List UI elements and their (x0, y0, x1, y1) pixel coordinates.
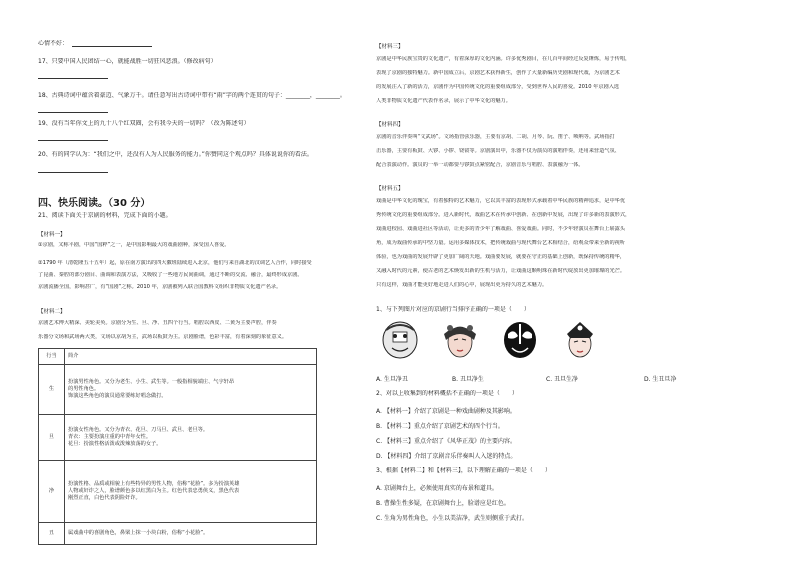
q2-option-b[interactable]: B. 【材料二】重点介绍了京剧艺术的四个行当。 (376, 423, 504, 430)
table-row (39, 523, 317, 545)
q3-option-a[interactable]: A. 京剧舞台上，必须使用真实的布景和道具。 (376, 485, 498, 492)
q1-option-c[interactable]: C. 丑旦生净 (546, 376, 579, 383)
question-18: 18、古典诗词中蕴含着豪迈、气象万千。请任意写出古诗词中带有“雨”字的两个连贯的句子：________，________。 (38, 92, 346, 99)
material-4-line: 配合表演动作。演员的一举一动都要与锣鼓点紧密配合，京剧音乐与唱腔、表演融为一体。 (376, 162, 584, 168)
material-4-line: 京剧的音乐伴奏叫“文武场”。文场指管弦乐器，主要有京胡、二胡、月琴、阮、笛子、唢呐等。武场指打 (376, 134, 615, 140)
material-5-line: 秀传统文化的重要组成部分。进入新时代，戏曲艺术在传承中创新、在创新中发展，出现了许多新的表演形式， (376, 212, 631, 218)
q1-option-a[interactable]: A. 生旦净丑 (376, 376, 408, 383)
q3-option-c[interactable]: C. 生角为男性角色，小生以美洁净，武生则侧重于武打。 (376, 515, 529, 522)
q2-option-a[interactable]: A. 【材料一】介绍了京剧是一种戏曲剧种及其影响。 (376, 408, 516, 415)
table-row (39, 365, 317, 415)
material-5-line: 戏曲进校园、戏曲进社区等活动，让更多的青少年了解戏曲、喜爱戏曲。同时，不少年轻演员在舞台上崭露头 (376, 226, 626, 232)
q2-option-c[interactable]: C. 【材料三】重点介绍了《风华正茂》的主要内容。 (376, 438, 517, 445)
dan-female-role-icon (440, 320, 480, 360)
table-header-row (39, 349, 317, 365)
material-3-tag: 【材料三】 (376, 44, 404, 50)
material-3-line: 表现了京剧的独特魅力。新中国成立后，京剧艺术获得新生，创作了大量新编历史剧和现代戏，为京剧艺术 (376, 70, 620, 76)
material-1-line: 京剧流播全国，影响甚广，有“国剧”之称。2010 年，京剧被列入联合国教科文组织非物质文化遗产名录。 (38, 284, 282, 290)
role-desc (65, 461, 317, 523)
material-4-line: 击乐器，主要有板鼓、大锣、小锣、铙钹等。京剧演出中，乐器不仅为演员的演唱伴奏，还用来营造气氛、 (376, 148, 620, 154)
table-row (39, 461, 317, 523)
table-row (39, 415, 317, 461)
role-name: 净 (39, 461, 65, 523)
role-name: 丑 (39, 523, 65, 545)
q3-option-b[interactable]: B. 曹操生性多疑，在京剧舞台上，脸谱应是红色。 (376, 500, 510, 507)
material-3-line: 的发展注入了新的活力，京剧作为中国传统文化的重要组成部分，受到世界人民的喜爱。2010 年京剧入选 (376, 84, 620, 90)
answer-blank[interactable] (38, 140, 108, 141)
role-desc-line: 刚烈正直，白色代表阴险奸诈。 (68, 495, 141, 501)
q1-option-b[interactable]: B. 丑旦净生 (452, 376, 484, 383)
section-title: 四、快乐阅读。（30 分） (38, 198, 151, 209)
material-1-line: ①京剧，又称平剧，中国“国粹”之一，是中国影响最大的戏曲剧种，深受国人喜爱。 (38, 242, 230, 248)
material-2-line: 乐器分文场和武场两大类，文场以京胡为主，武场以板鼓为主。京剧脸谱，色彩丰富，有着深刻的象征意义。 (38, 334, 288, 340)
sub-question-3: 3、根据【材料二】和【材料三】，以下理解正确的一项是（ ） (376, 467, 551, 474)
clown-mask-icon (380, 320, 420, 360)
role-name: 生 (39, 365, 65, 415)
sheng-male-role-icon (560, 320, 600, 360)
role-desc-line: 饰演这些角色的演员通常要练好唱念做打。 (68, 393, 167, 399)
role-desc (65, 523, 317, 545)
role-desc-line: 青衣：主要扮演庄重的中青年女性。 (68, 434, 152, 440)
material-5-line: 又融入时代的元素，使古老的艺术焕发出新的生机与活力，让戏曲这颗明珠在新时代绽放出更加璀璨的光芒。 (376, 268, 626, 274)
material-3-line: 人类非物质文化遗产代表作名录，展示了中华文化的魅力。 (376, 98, 511, 104)
role-desc-line: 人物或奸诈之人，脸谱颜色多以红黑白为主。红色代表忠勇侠义，黑色代表 (68, 488, 240, 494)
roles-table (38, 348, 317, 545)
answer-blank[interactable] (38, 112, 108, 113)
role-desc (65, 415, 317, 461)
jing-painted-face-icon (500, 320, 540, 360)
role-desc-line: 扮演男性角色。又分为老生、小生、武生等。一般指相貌端庄、气宇轩昂 (68, 379, 235, 385)
q2-option-d[interactable]: D. 【材料四】介绍了京剧音乐伴奏叫人入迷的特点。 (376, 453, 517, 460)
q16-prefix: 心情不好： (38, 40, 69, 47)
opera-mask-images (380, 320, 600, 360)
role-desc-line: 属戏曲中的喜剧角色，鼻梁上抹一小块白粉，俗称“小花脸”。 (68, 530, 209, 536)
role-desc-line: 的男性角色。 (68, 386, 100, 392)
role-desc-line: 扮演性格、品质或相貌上有些特异的男性人物，俗称“花脸”。多为扮演英雄 (68, 481, 240, 487)
question-19: 19、没有当年你文上的九十八个红双圈，会有我今天的一切吗？（改为陈述句） (38, 120, 250, 127)
q1-option-d[interactable]: D. 生丑旦净 (644, 376, 677, 383)
answer-blank[interactable] (38, 78, 108, 79)
material-3-line: 京剧是中华民族宝贵的文化遗产，有着深厚的文化内涵。许多优秀剧目，在几百年间经过反复锤炼，易于传唱， (376, 56, 631, 62)
material-1-line: ②1790 年（清乾隆五十五年）起，原在南方演出的四大徽班陆续进入北京，他们与来自湖北的汉调艺人合作，同时接受 (38, 260, 312, 266)
material-5-tag: 【材料五】 (376, 186, 404, 192)
material-1-line: 了昆曲、秦腔的部分剧目、曲调和表演方法，又吸收了一些地方民间曲调，通过不断的交流、融合，最终形成京剧。 (38, 272, 303, 278)
material-2-line: 京剧艺术博大精深、美轮美奂。京剧分为生、旦、净、丑四个行当。唱腔以西皮、二黄为主要声腔，伴奏 (38, 320, 277, 326)
table-header-cell: 简介 (65, 349, 317, 365)
question-20: 20、有的同学认为：“我们之中，还没有人为人民服务的能力。”你赞同这个观点吗？具体说说你的看法。 (38, 151, 313, 158)
answer-blank[interactable] (72, 46, 152, 47)
role-name: 旦 (39, 415, 65, 461)
role-desc-line: 扮演女性角色。又分为青衣、花旦、刀马旦、武旦、老旦等。 (68, 427, 209, 433)
role-desc-line: 花旦：扮演性格活泼或泼辣放荡的女子。 (68, 441, 162, 447)
material-5-line: 角，成为戏曲传承的中坚力量。运用多媒体技术，把传统戏曲与现代舞台艺术相结合，给观众带来全新的视听 (376, 240, 626, 246)
material-4-tag: 【材料四】 (376, 122, 404, 128)
question-17: 17、只要中国人民团结一心，就能战胜一切狂风恶浪。（修改病句） (38, 58, 217, 65)
sub-question-1: 1、与下列图片对应的京剧行当排序正确的一项是（ ） (376, 306, 530, 313)
sub-question-2: 2、对以上收集到的材料概括不正确的一项是（ ） (376, 390, 518, 397)
material-1-tag: 【材料一】 (38, 232, 66, 238)
question-21: 21、阅读下面关于京剧的材料，完成下面的小题。 (38, 212, 172, 219)
table-header-cell: 行当 (39, 349, 65, 365)
material-5-line: 戏曲是中华文化的瑰宝，有着独特的艺术魅力，它以其丰富的表现形式承载着中华民族的精神追求，是中华优 (376, 198, 626, 204)
material-2-tag: 【材料二】 (38, 309, 66, 315)
material-5-line: 体验，也为戏曲的发展开辟了更加广阔的天地。戏曲要发展，就要在守正的基础上创新，既保持传统的精华， (376, 254, 626, 260)
role-desc (65, 365, 317, 415)
material-5-line: 只有这样，戏曲才能更好地走进人们的心中，展现出更为持久的艺术魅力。 (376, 282, 548, 288)
answer-blank[interactable] (38, 172, 108, 173)
